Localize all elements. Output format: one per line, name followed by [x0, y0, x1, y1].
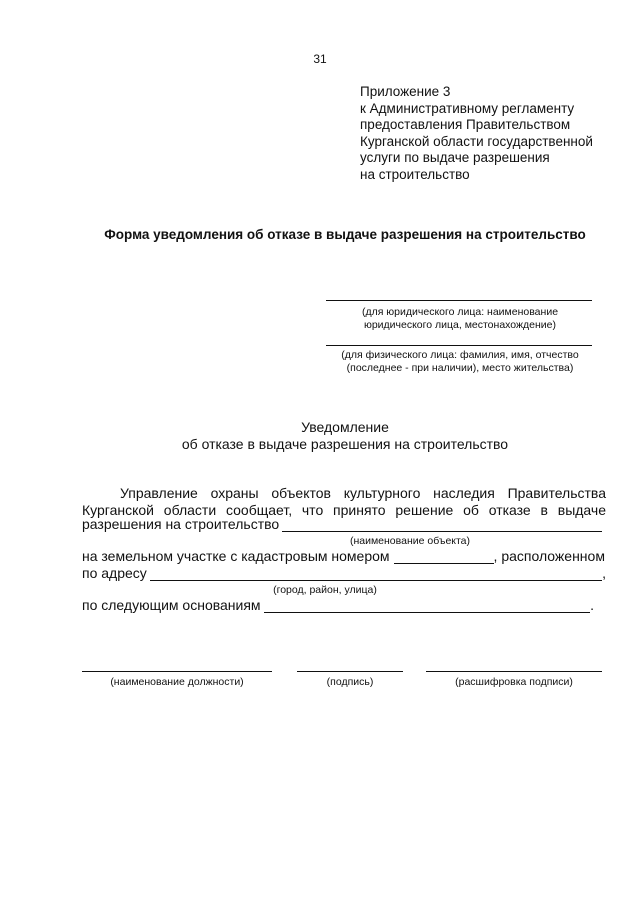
body-line: Курганской области сообщает, что принято решение об отказе в выдаче [82, 502, 606, 518]
decoding-line [426, 671, 602, 672]
object-name-row: разрешения на строительство [82, 516, 602, 532]
grounds-row: по следующим основаниям . [82, 597, 594, 613]
position-line [82, 671, 272, 672]
cadastral-number-field [394, 549, 494, 564]
appendix-line: Приложение 3 [360, 84, 451, 99]
appendix-line: предоставления Правительством [360, 117, 571, 132]
form-title: Форма уведомления об отказе в выдаче разрешения на строительство [104, 227, 586, 242]
address-row: по адресу , [82, 565, 606, 581]
object-name-hint: (наименование объекта) [349, 535, 471, 547]
notice-subtitle: об отказе в выдаче разрешения на строительство [181, 436, 509, 452]
appendix-header [360, 84, 593, 183]
legal-entity-hint: (для юридического лица: наименование юридического лица, местонахождение) [361, 306, 559, 331]
grounds-field [264, 599, 591, 613]
signature-line [297, 671, 403, 672]
legal-entity-line [326, 300, 592, 301]
signature-hint: (подпись) [326, 676, 374, 688]
body-line: Управление охраны объектов культурного наследия Правительства [120, 485, 606, 501]
appendix-line: к Административному регламенту [360, 100, 575, 116]
address-field [150, 567, 602, 581]
decoding-hint: (расшифровка подписи) [455, 676, 573, 688]
object-name-field [282, 518, 602, 532]
page-number: 31 [313, 52, 327, 66]
appendix-line: Курганской области государственной [360, 133, 593, 149]
appendix-line: на строительство [360, 166, 470, 182]
address-hint: (город, район, улица) [273, 584, 377, 596]
position-hint: (наименование должности) [110, 676, 244, 688]
appendix-line: услуги по выдаче разрешения [360, 150, 550, 165]
individual-line [326, 345, 592, 346]
notice-title: Уведомление [301, 419, 389, 435]
cadastral-row: на земельном участке с кадастровым номером , расположенном [82, 548, 605, 564]
individual-hint: (для физического лица: фамилия, имя, отчество (последнее - при наличии), место жительства) [341, 349, 579, 374]
